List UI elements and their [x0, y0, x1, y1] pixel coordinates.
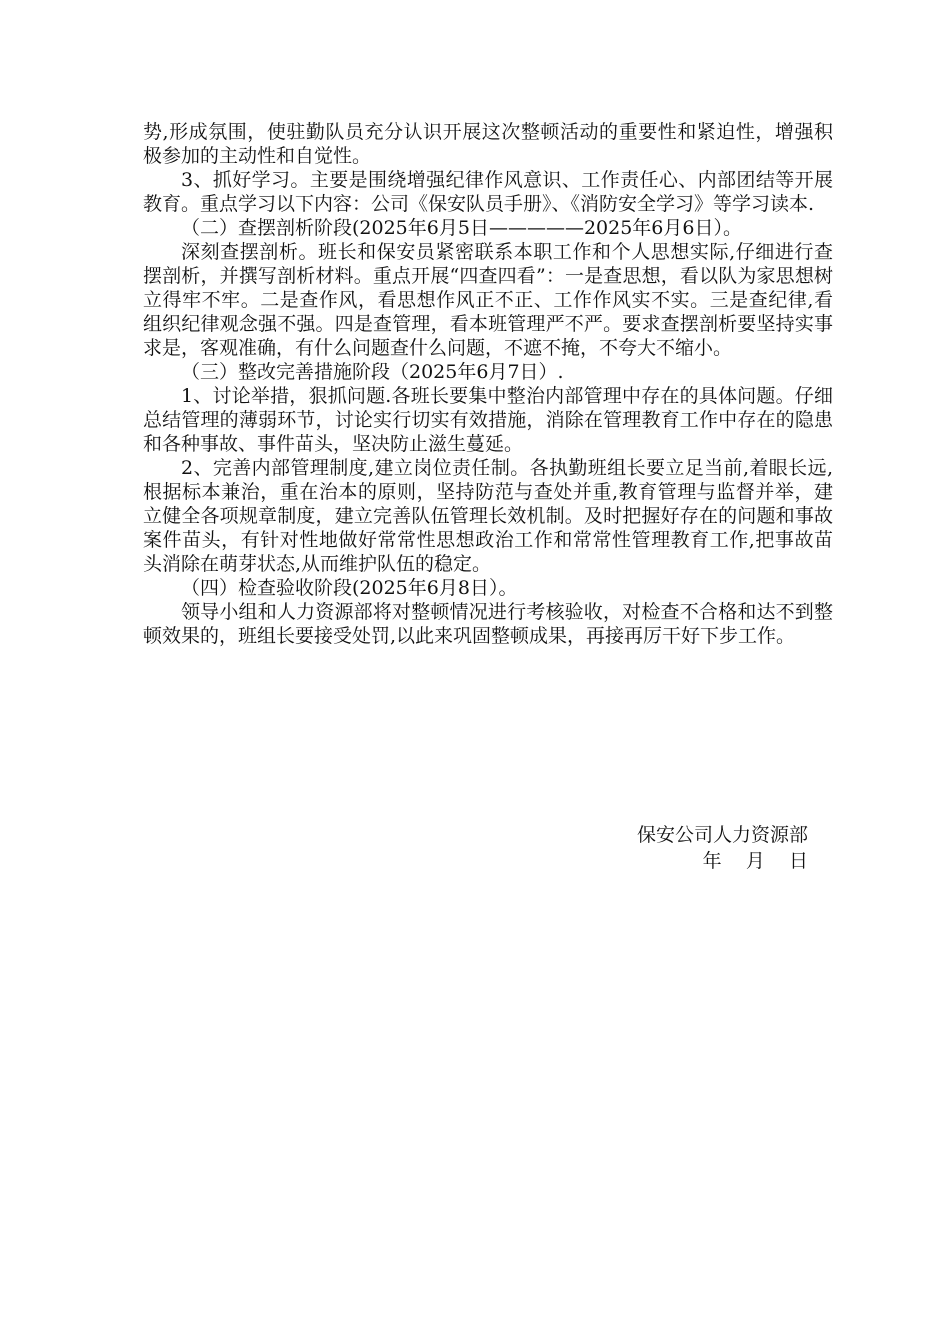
document-body: [143, 120, 833, 648]
paragraph-inspection: 领导小组和人力资源部将对整顿情况进行考核验收，对检查不合格和达不到整顿效果的，班组长要接受处罚,以此来巩固整顿成果，再接再厉干好下步工作。: [143, 601, 833, 647]
signature-date: 年 月 日: [702, 850, 808, 872]
signature-block: [637, 822, 808, 874]
paragraph-measures-1: 1、讨论举措，狠抓问题.各班长要集中整治内部管理中存在的具体问题。仔细总结管理的薄弱环节，讨论实行切实有效措施，消除在管理教育工作中存在的隐患和各种事故、事件苗头，坚决防止滋生蔓延。: [143, 385, 833, 455]
section-heading-review: （二）查摆剖析阶段(2025年6月5日—————2025年6月6日）。: [181, 217, 742, 239]
section-heading-rectification: （三）整改完善措施阶段（2025年6月7日）.: [181, 361, 564, 383]
signature-organization: 保安公司人力资源部: [636, 824, 808, 846]
section-heading-inspection: （四）检查验收阶段(2025年6月8日）。: [181, 577, 518, 599]
paragraph-continuation: 势,形成氛围，使驻勤队员充分认识开展这次整顿活动的重要性和紧迫性，增强积极参加的主动性和自觉性。: [143, 121, 833, 167]
paragraph-measures-2: 2、完善内部管理制度,建立岗位责任制。各执勤班组长要立足当前,着眼长远,根据标本兼治，重在治本的原则，坚持防范与查处并重,教育管理与监督并举，建立健全各项规章制度，建立完善队伍管理长效机制。及时把握好存在的问题和事故案件苗头，有针对性地做好常常性思想政治工作和常常性管理教育工作,把事故苗头消除在萌芽状态,从而维护队伍的稳定。: [143, 457, 833, 575]
paragraph-study: 3、抓好学习。主要是围绕增强纪律作风意识、工作责任心、内部团结等开展教育。重点学习以下内容：公司《保安队员手册》、《消防安全学习》等学习读本.: [143, 169, 833, 215]
paragraph-review: 深刻查摆剖析。班长和保安员紧密联系本职工作和个人思想实际,仔细进行查摆剖析，并撰写剖析材料。重点开展“四查四看”：一是查思想，看以队为家思想树立得牢不牢。二是查作风，看思想作风正不正、工作作风实不实。三是查纪律,看组织纪律观念强不强。四是查管理，看本班管理严不严。要求查摆剖析要坚持实事求是，客观准确，有什么问题查什么问题，不遮不掩，不夸大不缩小。: [143, 241, 833, 359]
